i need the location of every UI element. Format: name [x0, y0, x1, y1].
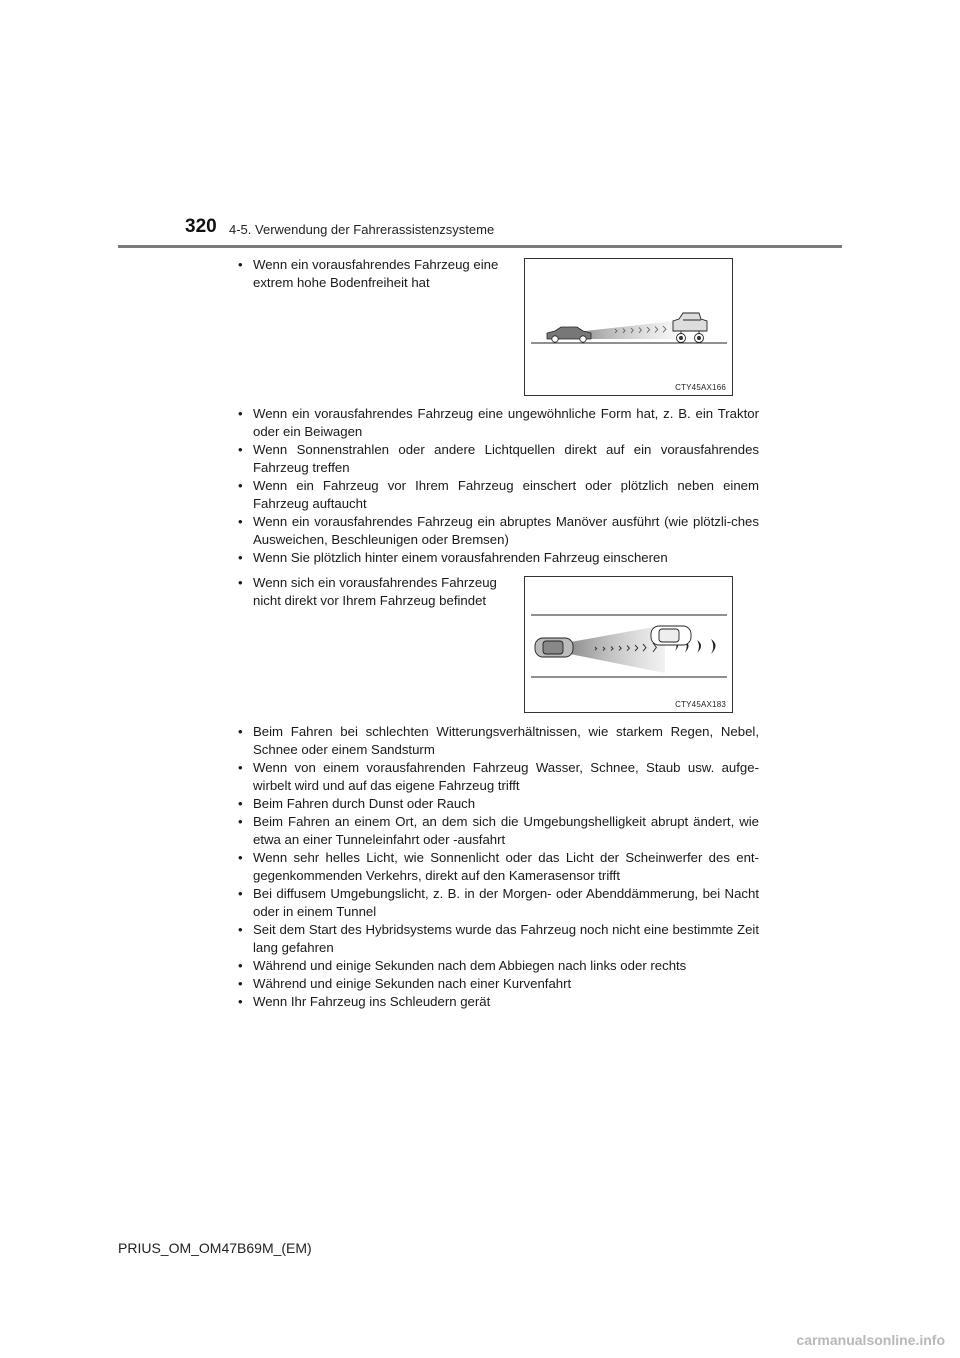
list-item: • Wenn Ihr Fahrzeug ins Schleudern gerät — [238, 994, 491, 1009]
preceding-car-icon — [651, 626, 691, 645]
page-number: 320 — [185, 216, 217, 237]
list-item: • Während und einige Sekunden nach dem Abbiegen nach links oder rechts — [238, 958, 687, 973]
manual-code: PRIUS_OM_OM47B69M_(EM) — [118, 1240, 312, 1256]
radar-beam — [565, 625, 665, 673]
list-item: • Wenn von einem vorausfahrenden Fahrzeug Wasser, Schnee, Staub usw. aufge-wirbelt wird und auf das eigene Fahrzeug trifft — [238, 760, 759, 793]
list-item: • Seit dem Start des Hybridsystems wurde das Fahrzeug noch nicht eine bestimmte Zeit lang gefahren — [238, 922, 759, 955]
list-item: • Beim Fahren durch Dunst oder Rauch — [238, 796, 476, 811]
list-item: • Wenn Sonnenstrahlen oder andere Lichtquellen direkt auf ein vorausfahrendes Fahrzeug treffen — [238, 442, 759, 475]
list-item: • Wenn sich ein vorausfahrendes Fahrzeug nicht direkt vor Ihrem Fahrzeug befindet — [238, 575, 497, 608]
own-car-icon — [535, 638, 573, 657]
figure-offset-vehicle — [524, 576, 733, 713]
header-rule — [118, 245, 842, 248]
list-item: • Beim Fahren an einem Ort, an dem sich die Umgebungshelligkeit abrupt ändert, wie etwa an einer Tunneleinfahrt oder -ausfahrt — [238, 814, 759, 847]
section-title: 4-5. Verwendung der Fahrerassistenzsysteme — [229, 222, 495, 237]
list-item: • Wenn ein vorausfahrendes Fahrzeug eine ungewöhnliche Form hat, z. B. ein Traktor oder ein Beiwagen — [238, 406, 759, 439]
list-item: • Wenn sehr helles Licht, wie Sonnenlicht oder das Licht der Scheinwerfer des ent-gegenkommenden Verkehrs, direkt auf den Kamerasensor trifft — [238, 850, 759, 883]
radar-beam — [585, 321, 675, 339]
watermark: carmanualsonline.info — [796, 1332, 945, 1348]
own-car-icon — [547, 327, 591, 342]
list-item: • Wenn ein vorausfahrendes Fahrzeug eine extrem hohe Bodenfreiheit hat — [238, 257, 499, 290]
illustration-offset-vehicle — [525, 577, 732, 712]
figure-code: CTY45AX183 — [675, 700, 726, 709]
list-item: • Während und einige Sekunden nach einer Kurvenfahrt — [238, 976, 572, 991]
high-clearance-vehicle-icon — [673, 313, 707, 343]
list-item: • Wenn ein vorausfahrendes Fahrzeug ein abruptes Manöver ausführt (wie plötzli-ches Ausweichen, Beschleunigen oder Bremsen) — [238, 514, 759, 547]
list-item: • Wenn ein Fahrzeug vor Ihrem Fahrzeug einschert oder plötzlich neben einem Fahrzeug auftaucht — [238, 478, 759, 511]
figure-high-clearance-vehicle — [524, 258, 733, 396]
list-item: • Wenn Sie plötzlich hinter einem vorausfahrenden Fahrzeug einscheren — [238, 550, 668, 565]
figure-code: CTY45AX166 — [675, 383, 726, 392]
list-item: • Bei diffusem Umgebungslicht, z. B. in der Morgen- oder Abenddämmerung, bei Nacht oder in einem Tunnel — [238, 886, 759, 919]
illustration-high-clearance — [525, 259, 732, 395]
list-item: • Beim Fahren bei schlechten Witterungsverhältnissen, wie starkem Regen, Nebel, Schnee oder einem Sandsturm — [238, 724, 759, 757]
